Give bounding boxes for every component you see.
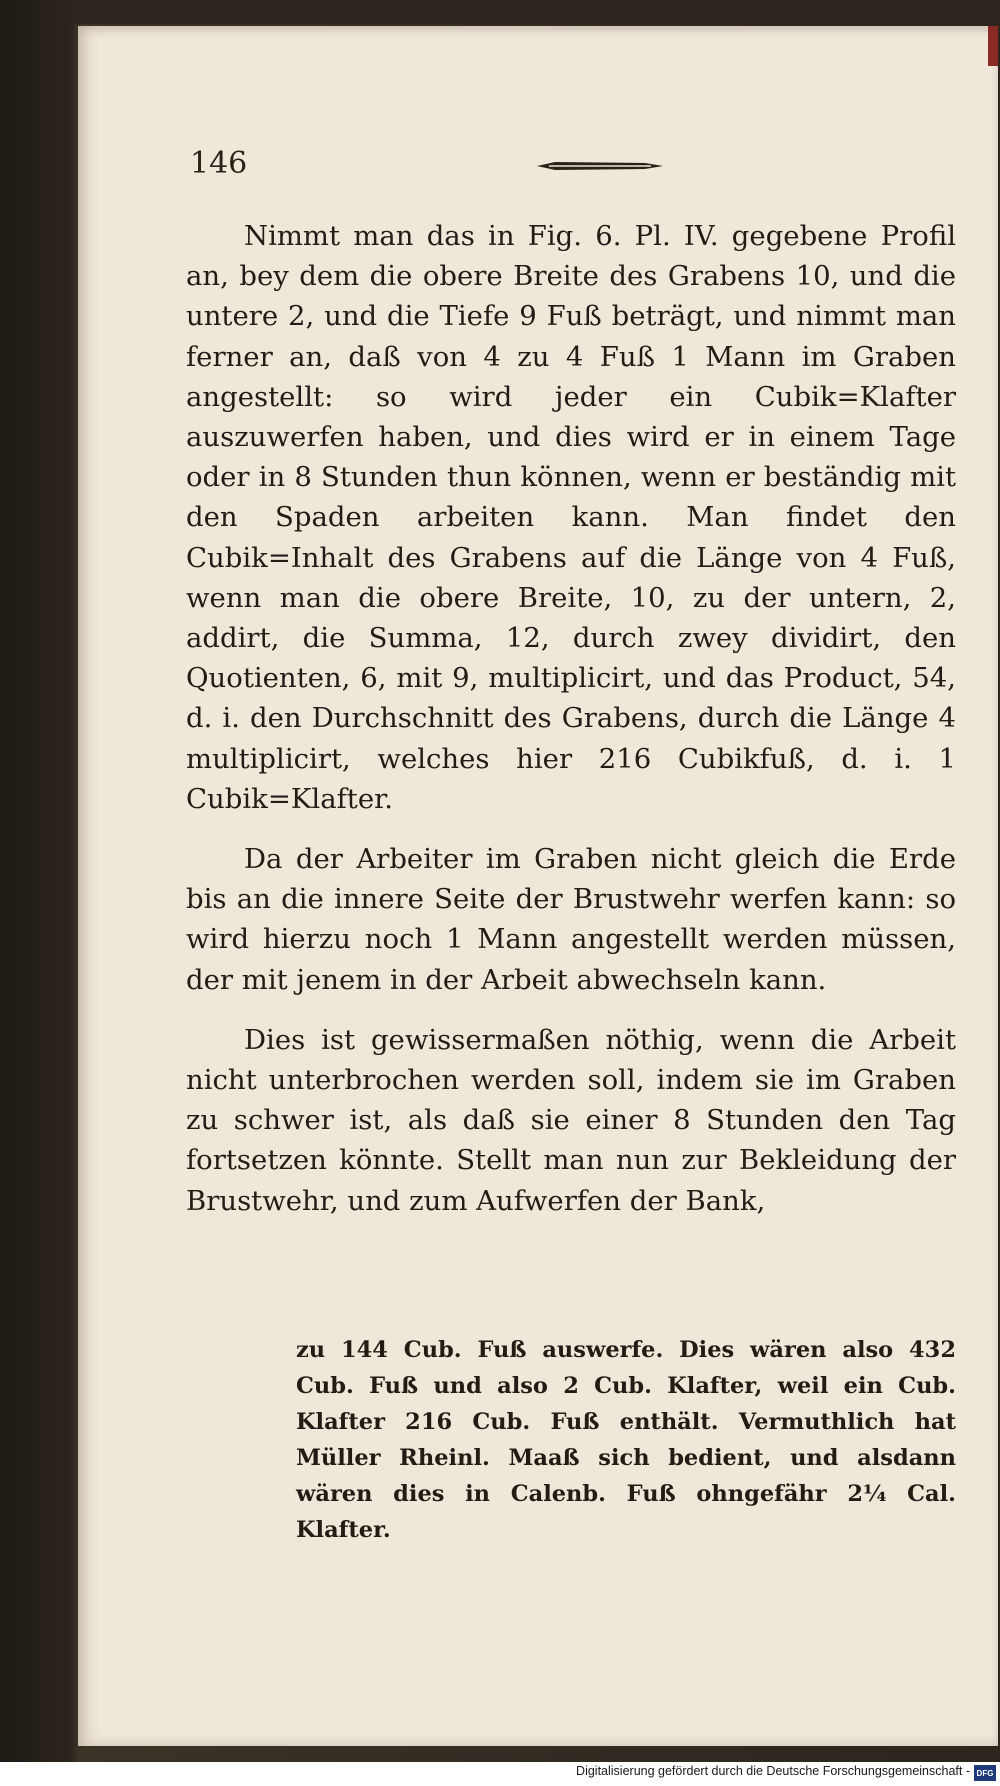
footnote-text: zu 144 Cub. Fuß auswerfe. Dies wären also 432 Cub. Fuß und also 2 Cub. Klafter, weil ein Cub. Klafter 216 Cub. Fuß enthält. Vermuthlich hat Müller Rheinl. Maaß sich bedient, und alsdann wären dies in Calenb. Fuß ohngefähr 2¼ Cal. Klafter. [296,1337,956,1543]
header-ornament-icon [535,158,665,174]
paragraph-3: Dies ist gewissermaßen nöthig, wenn die Arbeit nicht unterbrochen werden soll, indem sie im Graben zu schwer ist, als daß sie einer 8 Stunden den Tag fortsetzen könnte. Stellt man nun zur Bekleidung der Brustwehr, und zum Aufwerfen der Bank, [186,1023,956,1217]
main-text [186,216,956,1241]
digitization-note: Digitalisierung gefördert durch die Deutsche Forschungsgemeinschaft - [576,1764,970,1778]
scan-color-marker [988,26,998,66]
paragraph-1: Nimmt man das in Fig. 6. Pl. IV. gegebene Profil an, bey dem die obere Breite des Grabens 10, und die untere 2, und die Tiefe 9 Fuß beträgt, und nimmt man ferner an, daß von 4 zu 4 Fuß 1 Mann im Graben angestellt: so wird jeder ein Cubik=Klafter auszuwerfen haben, und dies wird er in einem Tage oder in 8 Stunden thun können, wenn er beständig mit den Spaden arbeiten kann. Man findet den Cubik=Inhalt des Grabens auf die Länge von 4 Fuß, wenn man die obere Breite, 10, zu der untern, 2, addirt, die Summa, 12, durch zwey dividirt, den Quotienten, 6, mit 9, multiplicirt, und das Product, 54, d. i. den Durchschnitt des Grabens, durch die Länge 4 multiplicirt, welches hier 216 Cubikfuß, d. i. 1 Cubik=Klafter. [186,220,956,815]
digitization-footer [0,1762,1000,1786]
paragraph-2: Da der Arbeiter im Graben nicht gleich die Erde bis an die innere Seite der Brustwehr werfen kann: so wird hierzu noch 1 Mann angestellt werden müssen, der mit jenem in der Arbeit abwechseln kann. [186,843,956,996]
footnote [296,1332,956,1548]
page-number: 146 [190,146,248,181]
page-header [190,146,950,190]
scan-top-edge [70,0,1000,24]
dfg-logo-icon: DFG [974,1765,996,1781]
